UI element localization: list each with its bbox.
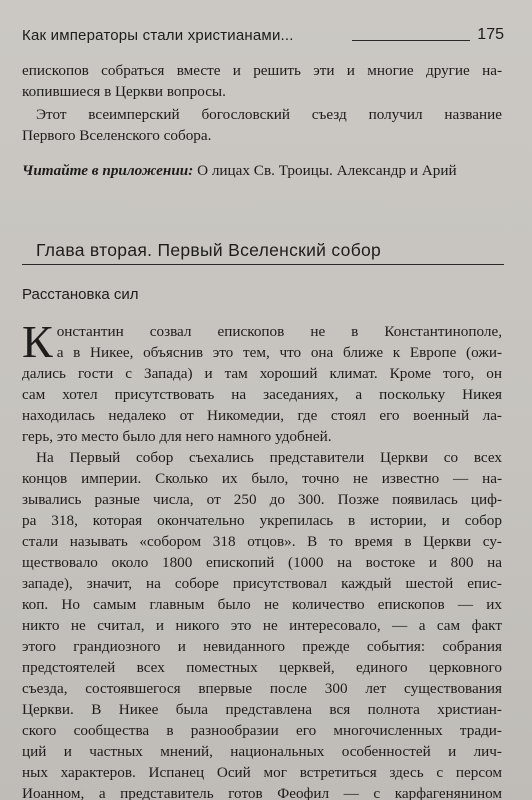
text-line: ра 318, которая окончательно укрепилась в истории, и собор (22, 512, 502, 529)
text-line: Иоанном, а представитель готов Феофил — с карфагенянином (22, 785, 502, 800)
text-line: Церкви. В Никее была представлена вся полнота христиан- (22, 701, 502, 718)
text-line: Этот всеимперский богословский съезд получил название (36, 106, 502, 123)
text-line: На Первый собор съехались представители Церкви со всех (36, 449, 502, 466)
text-line: этого грандиозного и невиданного прежде события: собрания (22, 638, 502, 655)
appendix-reference (22, 162, 502, 180)
chapter-heading: Глава вторая. Первый Вселенский собор (36, 240, 382, 260)
text-line: онстантин созвал епископов не в Константинополе, (56, 323, 502, 340)
section-heading: Расстановка сил (22, 286, 139, 303)
text-line: концов империи. Сколько их было, точно не известно — на- (22, 470, 502, 487)
intro-paragraph (22, 60, 502, 102)
text-line: ций и частных мнений, национальных особенностей и лич- (22, 743, 502, 760)
text-line: ных характеров. Испанец Осий мог встретиться здесь с персом (22, 764, 502, 781)
text-line: ществовало около 1800 епископий (1000 на востоке и 800 на (22, 554, 502, 571)
page-number: 175 (477, 26, 504, 43)
running-title: Как императоры стали христианами... (22, 27, 294, 44)
appendix-text: О лицах Св. Троицы. Александр и Арий (193, 162, 457, 179)
text-line: герь, это место было для него намного удобней. (22, 428, 332, 445)
intro-paragraph-2 (22, 104, 502, 146)
text-line: коп. Но самым главным было не количество епископов — их (22, 596, 502, 613)
text-line: никто не считал, и никого это не интересовало, — а сам факт (22, 617, 502, 634)
drop-cap: К (22, 316, 53, 367)
text-line: епископов собраться вместе и решить эти и многие другие на- (22, 62, 502, 79)
text-line: а в Никее, объяснив это тем, что она ближе к Европе (ожи- (56, 344, 502, 361)
text-line: зывались разные числа, от 250 до 300. Позже появилась циф- (22, 491, 502, 508)
text-line: предстоятелей всех поместных церквей, единого церковного (22, 659, 502, 676)
main-text (22, 316, 502, 800)
chapter-rule (22, 264, 504, 265)
text-line: находилась недалеко от Никомедии, где стоял его военный ла- (22, 407, 502, 424)
text-line: дались гости с Запада) и там хороший климат. Кроме того, он (22, 365, 502, 382)
text-line: сам хотел присутствовать на заседаниях, а поскольку Никея (22, 386, 502, 403)
text-line: съезда, состоявшегося впервые после 300 лет существования (22, 680, 502, 697)
text-line: ского сообщества в разнообразии его многочисленных тради- (22, 722, 502, 739)
running-header (22, 24, 504, 50)
text-line: Первого Вселенского собора. (22, 127, 212, 144)
text-line: стали называть «собором 318 отцов». В то время в Церкви су- (22, 533, 502, 550)
text-line: копившиеся в Церкви вопросы. (22, 83, 226, 100)
text-line: западе), значит, на соборе присутствовал каждый шестой епис- (22, 575, 502, 592)
header-rule (352, 40, 470, 41)
appendix-label: Читайте в приложении: (22, 162, 194, 179)
